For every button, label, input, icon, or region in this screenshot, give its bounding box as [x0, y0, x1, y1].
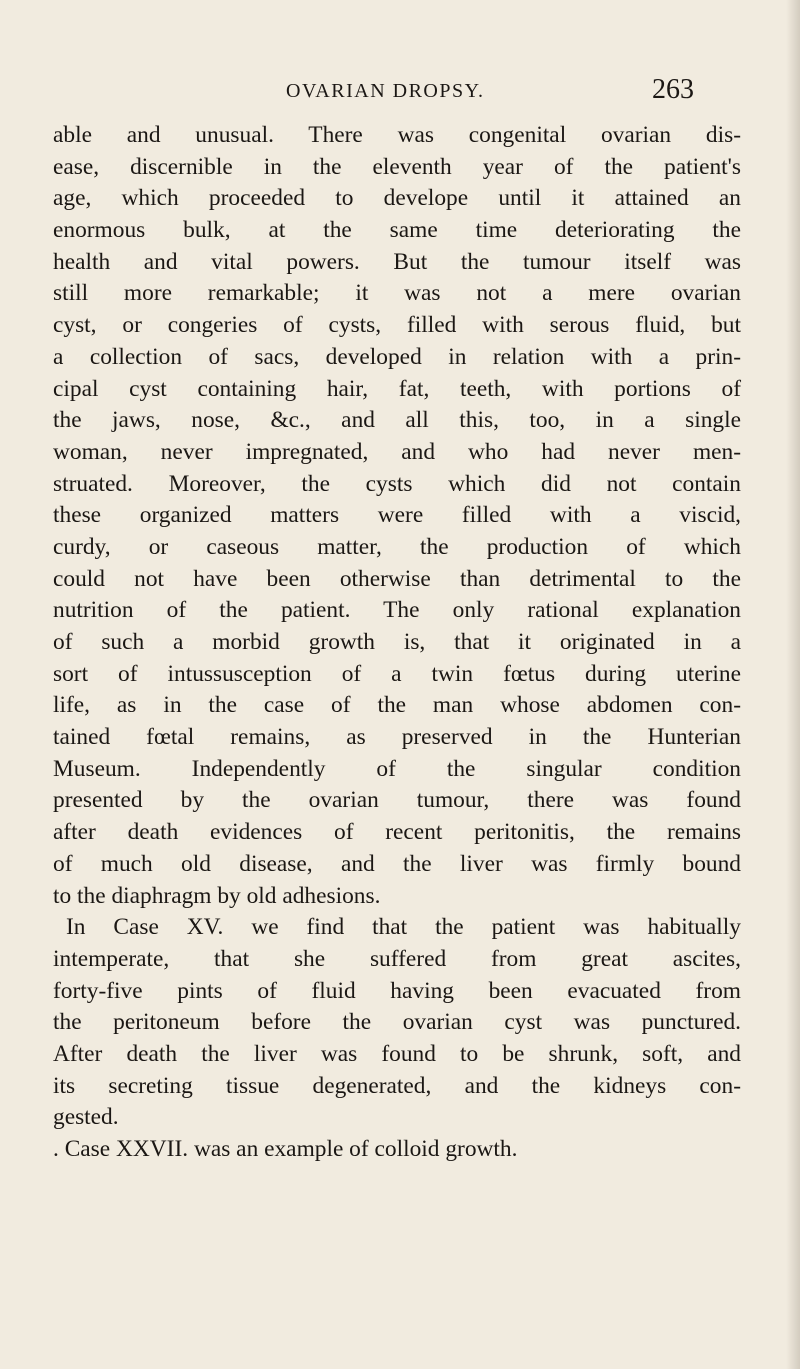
text-line: presented by the ovarian tumour, there was found: [53, 787, 741, 814]
text-line: After death the liver was found to be shrunk, soft, and: [53, 1040, 741, 1067]
text-line: curdy, or caseous matter, the production of which: [53, 533, 741, 560]
text-line: forty-five pints of fluid having been evacuated from: [53, 977, 741, 1004]
text-line: of such a morbid growth is, that it originated in a: [53, 629, 741, 655]
page-number: 263: [652, 74, 694, 105]
text-line: gested.: [53, 1104, 119, 1131]
text-line: after death evidences of recent peritonitis, the remains: [53, 819, 741, 846]
text-line: enormous bulk, at the same time deteriorating the: [53, 217, 741, 244]
text-line: ease, discernible in the eleventh year of the patient's: [53, 153, 741, 180]
text-line: able and unusual. There was congenital ovarian dis-: [53, 122, 741, 148]
page-edge-shadow: [786, 0, 800, 1369]
text-line: nutrition of the patient. The only rational explanation: [53, 597, 741, 624]
text-line: In Case XV. we find that the patient was habitually: [66, 914, 741, 941]
body-text: [53, 120, 741, 1166]
text-line: sort of intussusception of a twin fœtus during uterine: [53, 660, 741, 687]
text-line: life, as in the case of the man whose abdomen con-: [53, 692, 741, 719]
text-line: intemperate, that she suffered from great ascites,: [53, 945, 741, 972]
text-line: Museum. Independently of the singular condition: [53, 755, 741, 782]
text-line: woman, never impregnated, and who had never men-: [53, 438, 741, 465]
text-line: the jaws, nose, &c., and all this, too, in a single: [53, 407, 741, 434]
text-line: the peritoneum before the ovarian cyst was punctured.: [53, 1009, 741, 1036]
running-title: OVARIAN DROPSY.: [286, 80, 485, 102]
text-line: cipal cyst containing hair, fat, teeth, with portions of: [53, 375, 741, 402]
text-line: to the diaphragm by old adhesions.: [53, 882, 381, 909]
text-line: . Case XXVII. was an example of colloid growth.: [53, 1136, 518, 1162]
text-line: tained fœtal remains, as preserved in the Hunterian: [53, 724, 741, 751]
text-line: its secreting tissue degenerated, and the kidneys con-: [53, 1072, 741, 1099]
text-line: cyst, or congeries of cysts, filled with serous fluid, but: [53, 312, 741, 339]
text-line: these organized matters were filled with a viscid,: [53, 502, 741, 529]
text-line: of much old disease, and the liver was firmly bound: [53, 850, 741, 877]
text-line: struated. Moreover, the cysts which did not contain: [53, 470, 741, 497]
running-header: [0, 74, 800, 108]
text-line: still more remarkable; it was not a mere ovarian: [53, 280, 741, 307]
text-line: health and vital powers. But the tumour itself was: [53, 248, 741, 275]
text-line: a collection of sacs, developed in relation with a prin-: [53, 343, 741, 370]
text-line: age, which proceeded to develope until it attained an: [53, 185, 741, 212]
text-line: could not have been otherwise than detrimental to the: [53, 565, 741, 592]
